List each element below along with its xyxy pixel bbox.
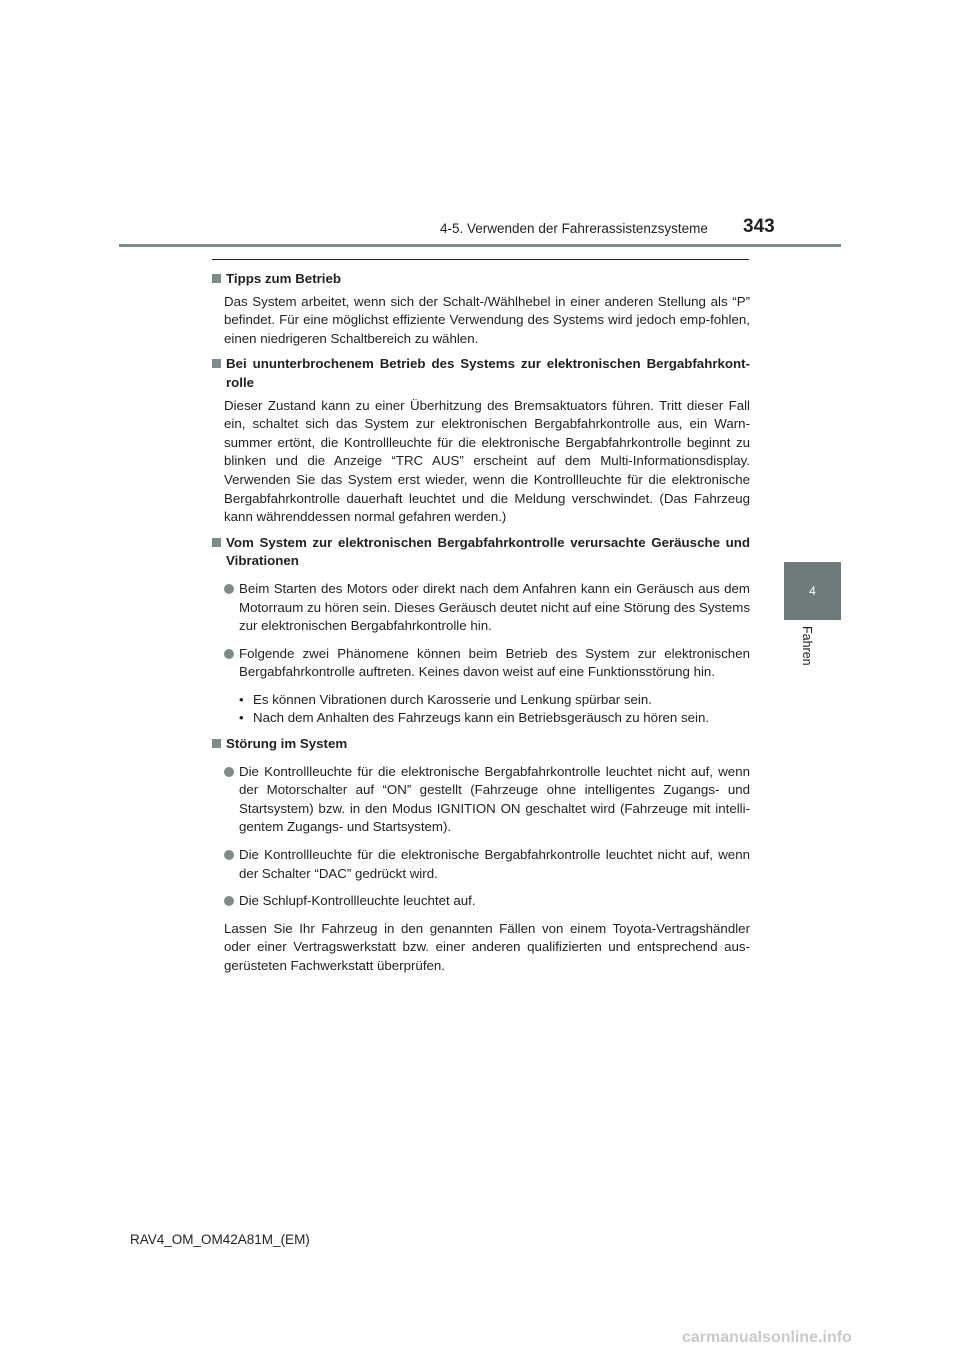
watermark: carmanualsonline.info	[682, 1329, 852, 1346]
chapter-tab	[784, 562, 841, 620]
sub-list	[212, 691, 750, 728]
section-paragraph: Das System arbeitet, wenn sich der Schalt-/Wählhebel in einer anderen Stellung als “P” befindet. Für eine möglichst effiziente Verwendung des Systems wird jedoch emp-fohlen, einen niedrigeren Schaltbereich zu wählen.	[224, 293, 750, 346]
section-heading: Störung im System	[212, 735, 750, 754]
sub-list-item: • Es können Vibrationen durch Karosserie und Lenkung spürbar sein.	[239, 691, 750, 710]
square-bullet-icon	[212, 538, 221, 547]
circle-bullet-icon	[224, 850, 234, 860]
dot-bullet-icon: •	[239, 710, 244, 726]
circle-bullet-icon	[224, 649, 234, 659]
section-heading: Tipps zum Betrieb	[212, 270, 750, 289]
sub-list-item: • Nach dem Anhalten des Fahrzeugs kann ein Betriebsgeräusch zu hören sein.	[239, 709, 750, 728]
circle-bullet-icon	[224, 767, 234, 777]
document-code: RAV4_OM_OM42A81M_(EM)	[130, 1232, 310, 1247]
section-heading: Vom System zur elektronischen Bergabfahrkontrolle verursachte Geräusche und Vibrationen	[212, 534, 750, 571]
page-content	[212, 270, 750, 976]
header-rule	[119, 244, 841, 247]
list-item: Folgende zwei Phänomene können beim Betrieb des System zur elektronischen Bergabfahrkontrolle auftreten. Keines davon weist auf eine Funktionsstörung hin.	[212, 645, 750, 682]
section-paragraph: Lassen Sie Ihr Fahrzeug in den genannten Fällen von einem Toyota-Vertragshändler oder einer Vertragswerkstatt bzw. einer anderen qualifizierten und entsprechend aus-gerüsteten Fachwerkstatt überprüfen.	[224, 920, 750, 973]
section-title: 4-5. Verwenden der Fahrerassistenzsysteme	[440, 221, 708, 236]
square-bullet-icon	[212, 739, 221, 748]
list-item: Die Schlupf-Kontrollleuchte leuchtet auf.	[212, 892, 750, 911]
list-item: Die Kontrollleuchte für die elektronische Bergabfahrkontrolle leuchtet nicht auf, wenn der Motorschalter auf “ON” gestellt (Fahrzeuge ohne intelligentes Zugangs- und Startsystem) bzw. in den Modus IGNITION ON geschaltet wird (Fahrzeuge mit intelli-gentem Zugangs- und Startsystem).	[212, 763, 750, 837]
circle-bullet-icon	[224, 584, 234, 594]
page-number: 343	[743, 216, 775, 237]
section-heading: Bei ununterbrochenem Betrieb des Systems zur elektronischen Bergabfahrkont-rolle	[212, 355, 750, 392]
section-paragraph: Dieser Zustand kann zu einer Überhitzung des Bremsaktuators führen. Tritt dieser Fall ein, schaltet sich das System zur elektronischen Bergabfahrkontrolle aus, ein Warn-summer ertönt, die Kontrollleuchte für die elektronische Bergabfahrkontrolle beginnt zu blinken und die Anzeige “TRC AUS” erscheint auf dem Multi-Informationsdisplay. Verwenden Sie das System erst wieder, wenn die Kontrollleuchte für die elektronische Bergabfahrkontrolle dauerhaft leuchtet und die Meldung verschwindet. (Das Fahrzeug kann währenddessen normal gefahren werden.)	[224, 397, 750, 525]
content-rule	[212, 259, 749, 260]
chapter-number: 4	[809, 584, 816, 598]
circle-bullet-icon	[224, 896, 234, 906]
square-bullet-icon	[212, 274, 221, 283]
list-item: Die Kontrollleuchte für die elektronische Bergabfahrkontrolle leuchtet nicht auf, wenn der Schalter “DAC” gedrückt wird.	[212, 846, 750, 883]
chapter-label: Fahren	[800, 626, 814, 666]
list-item: Beim Starten des Motors oder direkt nach dem Anfahren kann ein Geräusch aus dem Motorraum zu hören sein. Dieses Geräusch deutet nicht auf eine Störung des Systems zur elektronischen Bergabfahrkontrolle hin.	[212, 580, 750, 636]
square-bullet-icon	[212, 359, 221, 368]
dot-bullet-icon: •	[239, 691, 244, 707]
